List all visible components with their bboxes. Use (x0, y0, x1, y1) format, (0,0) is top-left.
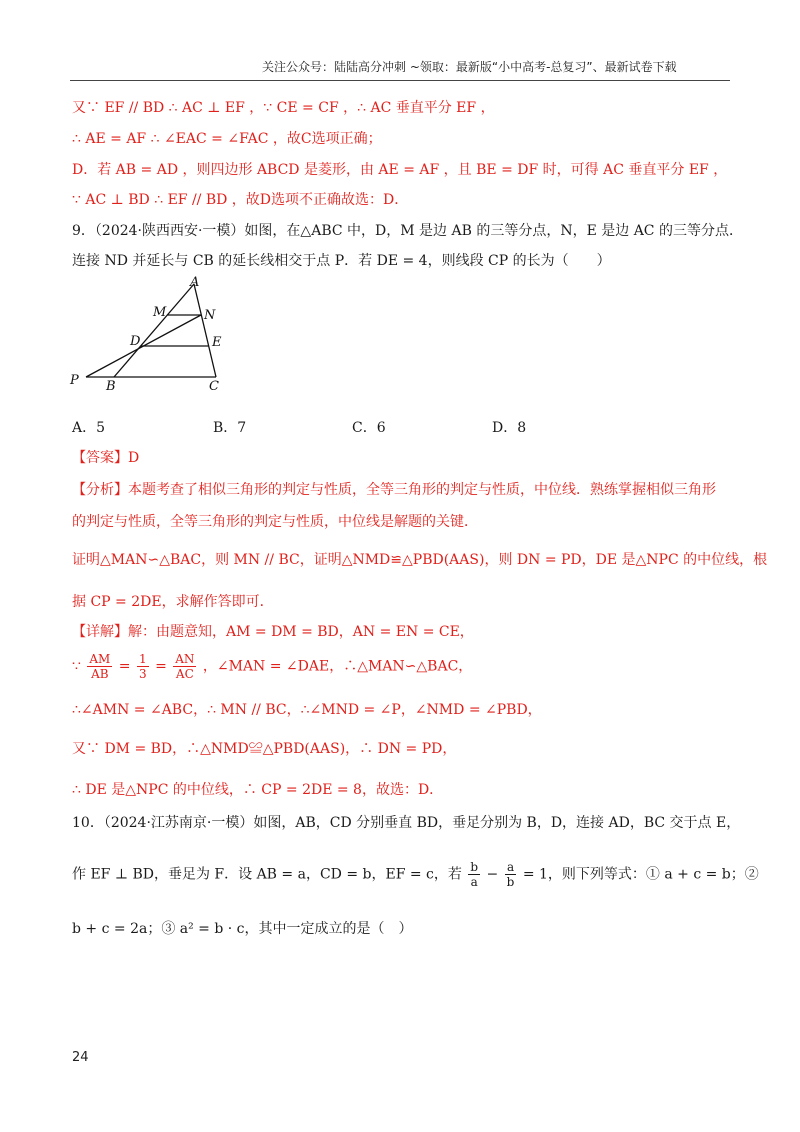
label-E: E (212, 335, 222, 350)
q9-detail-line-4: 又∵ DM = BD，∴△NMD≌△PBD(AAS)，∴ DN = PD， (72, 741, 457, 757)
detail2-equals-1: = (118, 658, 131, 675)
q10-stem-line-1: 10．（2024·江苏南京·一模）如图，AB，CD 分别垂直 BD，垂足分别为 B，D，连接 AD，BC 交于点 E， (72, 815, 741, 831)
fraction-one-third: $\frac{1}{3}$ (138, 652, 147, 681)
q9-analysis-line-3: 证明△MAN∽△BAC，则 MN // BC，证明△NMD≌△PBD(AAS)，则 DN = PD，DE 是△NPC 的中位线，根 (72, 552, 768, 568)
label-P: P (70, 373, 79, 388)
detail2-because: ∵ (72, 658, 81, 675)
fraction-b-over-a: $\frac{b}{a}$ (470, 860, 479, 889)
label-D: D (130, 334, 141, 349)
q9-analysis-line-2: 的判定与性质，全等三角形的判定与性质，中位线是解题的关键． (72, 514, 478, 530)
page-number: 24 (72, 1050, 89, 1065)
fraction-a-over-b: $\frac{a}{b}$ (506, 860, 515, 889)
q9-stem-line-1: 9．（2024·陕西西安·一模）如图，在△ABC 中，D，M 是边 AB 的三等分点，N，E 是边 AC 的三等分点． (72, 223, 743, 239)
prev-solution-line-1: 又∵ EF // BD ∴ AC ⊥ EF ，∵ CE = CF ，∴ AC 垂直平分 EF ， (72, 100, 495, 116)
header-rule (70, 80, 730, 81)
label-N: N (204, 308, 216, 323)
q9-option-b: B．7 (213, 420, 247, 436)
q9-answer: 【答案】D (72, 450, 140, 466)
prev-solution-line-4: ∵ AC ⊥ BD ∴ EF // BD ，故D选项不正确故选：D． (72, 192, 409, 208)
q9-option-a: A．5 (72, 420, 106, 436)
q9-option-d: D．8 (492, 420, 527, 436)
fraction-an-ac: $\frac{AN}{AC}$ (175, 652, 195, 681)
q10-line2-end: = 1，则下列等式：① a + c = b；② (522, 866, 759, 883)
prev-solution-line-2: ∴ AE = AF ∴ ∠EAC = ∠FAC ，故C选项正确； (72, 131, 382, 147)
q9-detail-line-3: ∴∠AMN = ∠ABC，∴ MN // BC，∴∠MND = ∠P，∠NMD = ∠PBD， (72, 702, 542, 718)
segment-AB (114, 284, 194, 377)
q9-stem-line-2: 连接 ND 并延长与 CB 的延长线相交于点 P．若 DE = 4，则线段 CP 的长为（ ） (72, 253, 611, 269)
label-B: B (106, 379, 116, 394)
detail2-rest: ，∠MAN = ∠DAE，∴△MAN∽△BAC， (202, 658, 473, 675)
prev-solution-line-3: D．若 AB = AD ，则四边形 ABCD 是菱形，由 AE = AF ，且 BE = DF 时，可得 AC 垂直平分 EF ， (72, 162, 728, 178)
q9-detail-line-2 (72, 652, 472, 681)
q9-geometry-figure (66, 272, 236, 396)
q10-minus: − (486, 866, 499, 883)
q10-stem-line-3: b + c = 2a；③ a² = b · c，其中一定成立的是（ ） (72, 921, 413, 937)
fraction-am-ab: $\frac{AM}{AB}$ (89, 652, 111, 681)
detail2-equals-2: = (155, 658, 167, 675)
q9-analysis-line-1: 【分析】本题考查了相似三角形的判定与性质，全等三角形的判定与性质，中位线．熟练掌握相似三角形 (72, 482, 716, 498)
q9-analysis-line-4: 据 CP = 2DE，求解作答即可． (72, 594, 274, 610)
q9-detail-line-5: ∴ DE 是△NPC 的中位线，∴ CP = 2DE = 8，故选：D． (72, 782, 444, 798)
label-C: C (209, 379, 219, 394)
label-A: A (190, 275, 200, 290)
q10-stem-line-2 (72, 860, 759, 889)
segment-AC (194, 284, 216, 377)
label-M: M (153, 305, 167, 320)
q9-detail-line-1: 【详解】解：由题意知，AM = DM = BD，AN = EN = CE， (72, 624, 474, 640)
page-header-text: 关注公众号：陆陆高分冲刺 ~领取：最新版“小中高考-总复习”、最新试卷下载 (262, 60, 677, 74)
q10-line2-start: 作 EF ⊥ BD，垂足为 F．设 AB = a，CD = b，EF = c，若 (72, 866, 462, 883)
q9-option-c: C．6 (352, 420, 386, 436)
